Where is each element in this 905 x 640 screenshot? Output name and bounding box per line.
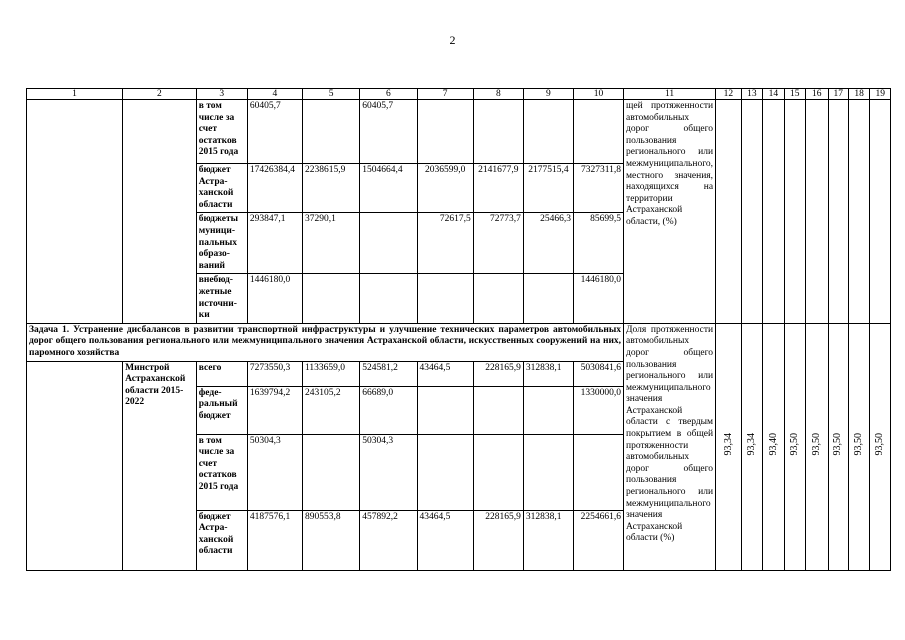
task-row xyxy=(27,323,891,361)
value-cell xyxy=(523,274,573,323)
header-cell: 15 xyxy=(784,89,805,100)
funding-source: феде-ральный бюджет xyxy=(196,386,247,434)
value-cell: 2036599,0 xyxy=(417,164,473,213)
value-cell: 7273550,3 xyxy=(247,361,302,386)
value-cell: 2141677,9 xyxy=(473,164,523,213)
value-cell xyxy=(303,434,360,510)
value-cell: 243105,2 xyxy=(303,386,360,434)
empty-cell xyxy=(784,100,805,324)
value-cell: 1446180,0 xyxy=(247,274,302,323)
header-cell: 13 xyxy=(741,89,762,100)
target-cell xyxy=(716,323,742,570)
header-row xyxy=(27,89,891,100)
header-cell: 1 xyxy=(27,89,123,100)
target-value: 93,50 xyxy=(853,433,865,456)
value-cell: 43464,5 xyxy=(417,361,473,386)
value-cell: 5030841,6 xyxy=(573,361,623,386)
header-cell: 2 xyxy=(123,89,197,100)
header-cell: 5 xyxy=(303,89,360,100)
empty-cell xyxy=(741,100,762,324)
value-cell: 312838,1 xyxy=(523,510,573,570)
header-cell: 10 xyxy=(573,89,623,100)
value-cell xyxy=(417,100,473,164)
header-cell: 19 xyxy=(870,89,891,100)
task-title: Задача 1. Устранение дисбалансов в развитии транспортной инфраструктуры и улучшение технических параметров автомобильных дорог общего пользования регионального или межмуниципального значения Астраханской области, искусственных сооружений на них, паромного хозяйства xyxy=(27,323,624,361)
target-value: 93,40 xyxy=(767,433,779,456)
value-cell xyxy=(473,274,523,323)
indicator-text: щей протяженности автомобильных дорог общего пользования регионального или межмуниципального, местного значения, находящихся на территории Астраханской области, (%) xyxy=(624,100,716,324)
empty-cell xyxy=(763,100,784,324)
value-cell: 25466,3 xyxy=(523,213,573,274)
table-row xyxy=(27,100,891,164)
value-cell xyxy=(573,434,623,510)
value-cell xyxy=(417,434,473,510)
value-cell: 228165,9 xyxy=(473,510,523,570)
header-cell: 3 xyxy=(196,89,247,100)
target-value: 93,34 xyxy=(746,433,758,456)
value-cell xyxy=(523,100,573,164)
header-cell: 9 xyxy=(523,89,573,100)
value-cell xyxy=(473,100,523,164)
value-cell: 37290,1 xyxy=(303,213,360,274)
value-cell: 85699,5 xyxy=(573,213,623,274)
empty-cell xyxy=(716,100,742,324)
value-cell: 66689,0 xyxy=(360,386,417,434)
target-value: 93,50 xyxy=(874,433,886,456)
header-cell: 17 xyxy=(828,89,848,100)
target-cell xyxy=(763,323,784,570)
value-cell: 524581,2 xyxy=(360,361,417,386)
empty-cell xyxy=(848,100,869,324)
empty-cell xyxy=(828,100,848,324)
value-cell: 17426384,4 xyxy=(247,164,302,213)
target-cell xyxy=(806,323,828,570)
target-value: 93,50 xyxy=(832,433,844,456)
value-cell xyxy=(303,274,360,323)
value-cell xyxy=(417,274,473,323)
funding-source: в том числе за счет остатков 2015 года xyxy=(196,100,247,164)
value-cell: 890553,8 xyxy=(303,510,360,570)
page-number: 2 xyxy=(449,33,456,47)
value-cell xyxy=(360,274,417,323)
empty-cell xyxy=(870,100,891,324)
empty-cell xyxy=(27,361,123,570)
value-cell: 7327311,8 xyxy=(573,164,623,213)
empty-cell xyxy=(123,100,197,324)
target-value: 93,50 xyxy=(788,433,800,456)
value-cell: 2177515,4 xyxy=(523,164,573,213)
funding-source: бюджет Астра-ханской области xyxy=(196,510,247,570)
value-cell: 72617,5 xyxy=(417,213,473,274)
empty-cell xyxy=(806,100,828,324)
value-cell: 457892,2 xyxy=(360,510,417,570)
funding-source: в том числе за счет остатков 2015 года xyxy=(196,434,247,510)
value-cell: 50304,3 xyxy=(247,434,302,510)
target-value: 93,34 xyxy=(722,433,734,456)
header-cell: 14 xyxy=(763,89,784,100)
indicator-text: Доля протяженности автомобильных дорог общего пользования регионального или межмуниципального значения Астраханской области с твердым покрытием в общей протяженности автомобильных дорог общего пользования регионального или межмуниципального значения Астраханской области (%) xyxy=(624,323,716,570)
value-cell xyxy=(360,213,417,274)
funding-source: всего xyxy=(196,361,247,386)
executor-cell: Минстрой Астраханской области 2015-2022 xyxy=(123,361,197,570)
funding-source: бюджеты муници-пальных образо-ваний xyxy=(196,213,247,274)
value-cell xyxy=(417,386,473,434)
funding-source: внебюд-жетные источни-ки xyxy=(196,274,247,323)
header-cell: 4 xyxy=(247,89,302,100)
value-cell: 312838,1 xyxy=(523,361,573,386)
value-cell: 4187576,1 xyxy=(247,510,302,570)
value-cell xyxy=(523,386,573,434)
value-cell: 60405,7 xyxy=(360,100,417,164)
value-cell: 1504664,4 xyxy=(360,164,417,213)
value-cell: 1446180,0 xyxy=(573,274,623,323)
target-cell xyxy=(870,323,891,570)
value-cell xyxy=(303,100,360,164)
header-cell: 11 xyxy=(624,89,716,100)
target-cell xyxy=(828,323,848,570)
value-cell: 72773,7 xyxy=(473,213,523,274)
target-cell xyxy=(784,323,805,570)
target-cell xyxy=(848,323,869,570)
header-cell: 7 xyxy=(417,89,473,100)
empty-cell xyxy=(27,100,123,324)
value-cell: 228165,9 xyxy=(473,361,523,386)
funding-source: бюджет Астра-ханской области xyxy=(196,164,247,213)
value-cell: 60405,7 xyxy=(247,100,302,164)
target-cell xyxy=(741,323,762,570)
header-cell: 18 xyxy=(848,89,869,100)
target-value: 93,50 xyxy=(810,433,822,456)
header-cell: 16 xyxy=(806,89,828,100)
program-table xyxy=(26,88,891,571)
value-cell: 1330000,0 xyxy=(573,386,623,434)
value-cell xyxy=(473,386,523,434)
header-cell: 6 xyxy=(360,89,417,100)
header-cell: 12 xyxy=(716,89,742,100)
value-cell: 2254661,6 xyxy=(573,510,623,570)
value-cell: 43464,5 xyxy=(417,510,473,570)
value-cell xyxy=(523,434,573,510)
value-cell: 50304,3 xyxy=(360,434,417,510)
value-cell: 293847,1 xyxy=(247,213,302,274)
value-cell xyxy=(473,434,523,510)
value-cell: 1639794,2 xyxy=(247,386,302,434)
header-cell: 8 xyxy=(473,89,523,100)
value-cell xyxy=(573,100,623,164)
value-cell: 2238615,9 xyxy=(303,164,360,213)
value-cell: 1133659,0 xyxy=(303,361,360,386)
